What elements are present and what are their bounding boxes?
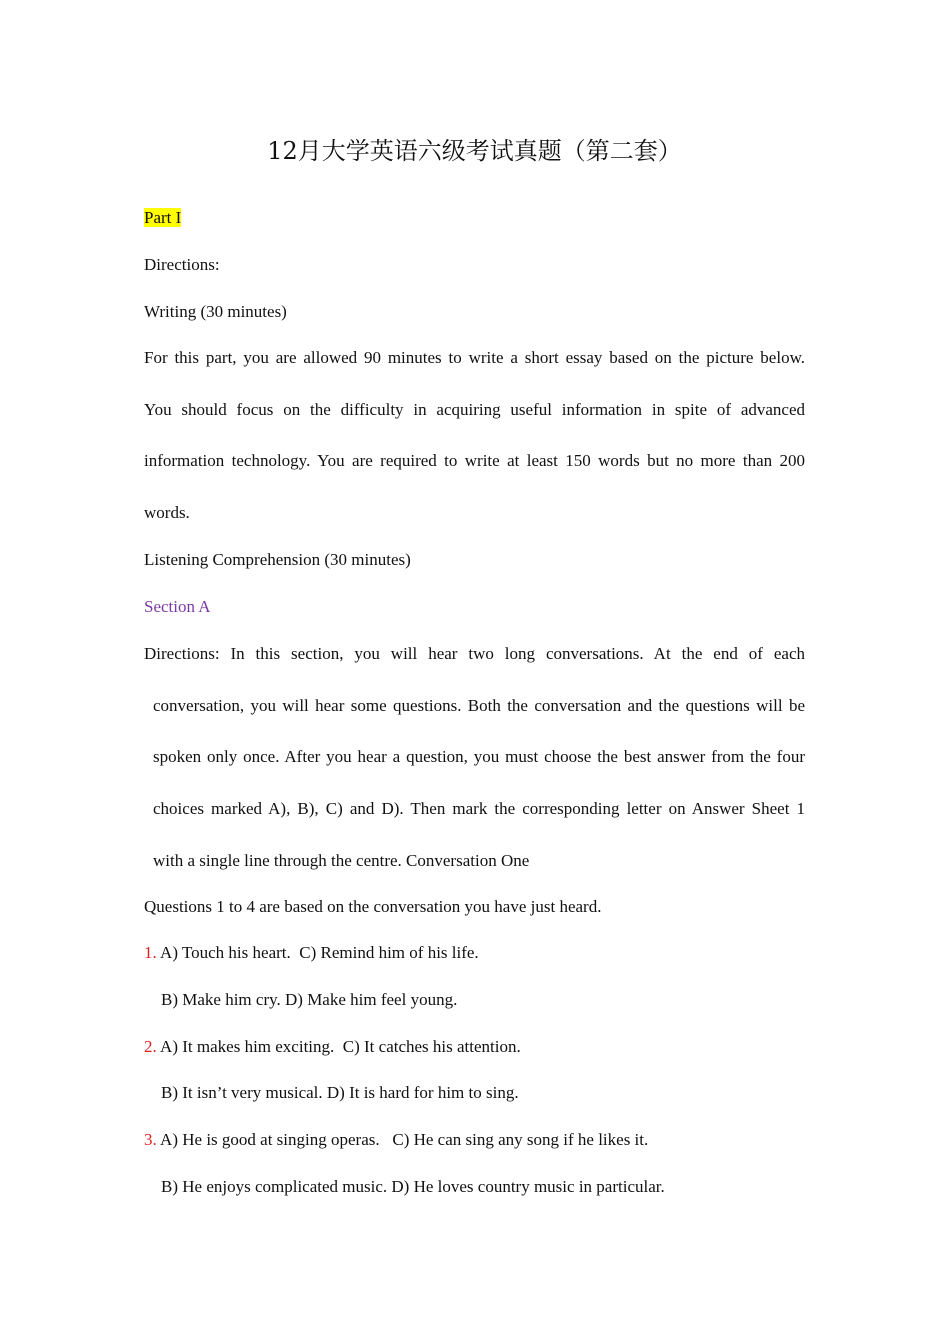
listening-directions-line: with a single line through the centre. Conversation One	[153, 850, 530, 870]
writing-instructions-line: information technology. You are required to write at least 150 words but no more than 200	[144, 451, 805, 471]
writing-instructions-line: words.	[144, 503, 190, 523]
question-3	[144, 1128, 648, 1152]
question-3-options-bd: B) He enjoys complicated music. D) He loves country music in particular.	[161, 1177, 665, 1196]
listening-heading: Listening Comprehension (30 minutes)	[144, 550, 411, 569]
question-options-ac: A) Touch his heart. C) Remind him of his life.	[156, 943, 479, 962]
question-1	[144, 941, 479, 965]
listening-directions-line: conversation, you will hear some questions. Both the conversation and the questions will be	[153, 695, 805, 715]
directions-label: Directions:	[144, 255, 220, 274]
question-1-options-bd: B) Make him cry. D) Make him feel young.	[161, 990, 458, 1009]
writing-heading: Writing (30 minutes)	[144, 302, 287, 321]
question-number: 2.	[144, 1037, 157, 1056]
question-2	[144, 1035, 521, 1059]
listening-directions-line: choices marked A), B), C) and D). Then mark the corresponding letter on Answer Sheet 1	[153, 799, 805, 819]
page-title: 12月大学英语六级考试真题（第二套）	[267, 137, 682, 165]
question-2-options-bd: B) It isn’t very musical. D) It is hard for him to sing.	[161, 1083, 519, 1102]
section-a-heading: Section A	[144, 597, 211, 616]
writing-instructions	[144, 346, 805, 553]
part-label	[144, 206, 181, 230]
question-options-ac: A) It makes him exciting. C) It catches his attention.	[156, 1037, 521, 1056]
listening-directions	[144, 642, 805, 900]
listening-directions-line: Directions: In this section, you will hear two long conversations. At the end of each	[144, 644, 805, 663]
question-number: 3.	[144, 1130, 157, 1149]
question-number: 1.	[144, 943, 157, 962]
question-options-ac: A) He is good at singing operas. C) He can sing any song if he likes it.	[156, 1130, 649, 1149]
writing-instructions-line: For this part, you are allowed 90 minutes to write a short essay based on the picture below.	[144, 348, 805, 367]
questions-intro: Questions 1 to 4 are based on the conversation you have just heard.	[144, 897, 602, 916]
writing-instructions-line: You should focus on the difficulty in acquiring useful information in spite of advanced	[144, 399, 805, 419]
part-label-highlight: Part I	[144, 208, 182, 227]
listening-directions-line: spoken only once. After you hear a question, you must choose the best answer from the four	[153, 747, 805, 767]
